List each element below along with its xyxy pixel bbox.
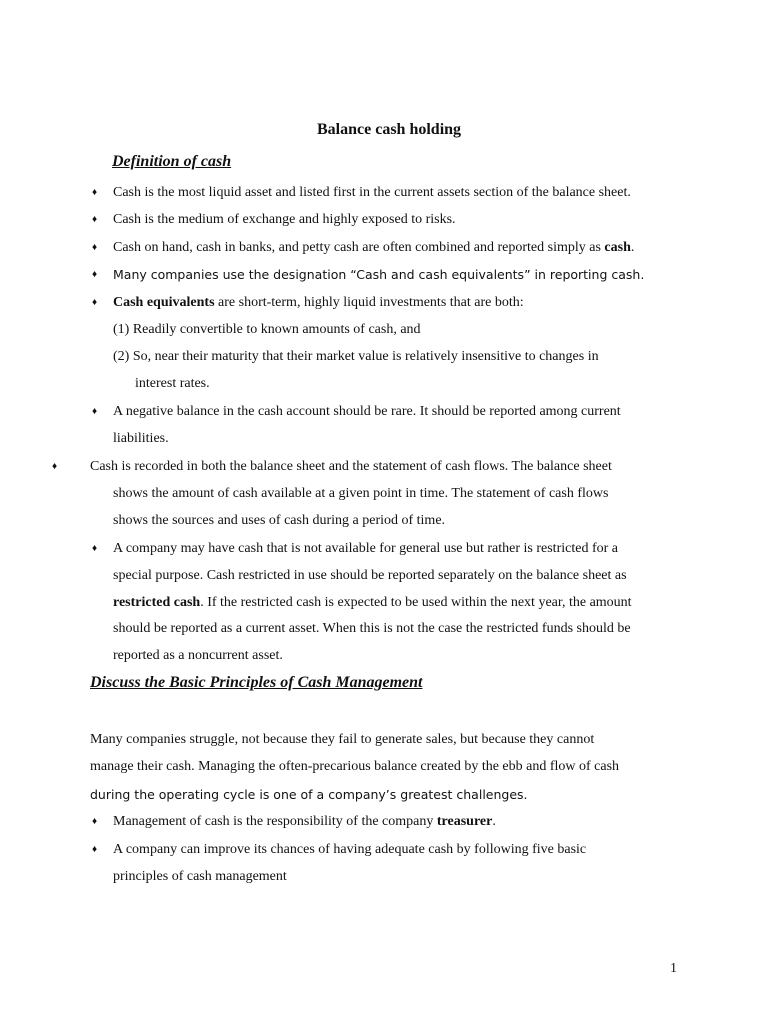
- list-item: [113, 294, 524, 312]
- list-item-continuation: principles of cash management: [113, 869, 287, 884]
- list-item: Cash is recorded in both the balance sheet and the statement of cash flows. The balance sheet: [90, 459, 612, 474]
- list-item: Cash is the medium of exchange and highly exposed to risks.: [113, 212, 456, 227]
- sub-item: (2) So, near their maturity that their market value is relatively insensitive to changes in: [113, 349, 599, 364]
- punctuation: .: [630, 240, 635, 255]
- list-item-text: . If the restricted cash is expected to be used within the next year, the amount: [200, 595, 632, 610]
- document-title: Balance cash holding: [317, 121, 462, 138]
- list-item-text: Cash on hand, cash in banks, and petty cash are often combined and reported simply as: [113, 240, 605, 255]
- list-item: A company can improve its chances of having adequate cash by following five basic: [113, 842, 587, 857]
- bullet-icon: ♦: [92, 543, 98, 554]
- bullet-icon: ♦: [92, 187, 98, 198]
- sub-item-continuation: interest rates.: [135, 376, 210, 391]
- paragraph-line: manage their cash. Managing the often-precarious balance created by the ebb and flow of cash: [90, 759, 620, 774]
- bullet-icon: ♦: [92, 844, 98, 855]
- bold-term: treasurer: [436, 814, 493, 829]
- list-item: A negative balance in the cash account should be rare. It should be reported among current: [113, 404, 621, 419]
- list-item-continuation: shows the amount of cash available at a given point in time. The statement of cash flows: [113, 486, 609, 501]
- bullet-icon: ♦: [92, 816, 98, 827]
- sub-item: (1) Readily convertible to known amounts of cash, and: [113, 322, 421, 337]
- section-heading-principles: Discuss the Basic Principles of Cash Management: [90, 674, 423, 691]
- list-item-continuation: [113, 594, 632, 612]
- bullet-icon: ♦: [92, 214, 98, 225]
- list-item-continuation: special purpose. Cash restricted in use should be reported separately on the balance sheet as: [113, 568, 627, 583]
- paragraph-line: Many companies struggle, not because they fail to generate sales, but because they cannot: [90, 732, 595, 747]
- bullet-icon: ♦: [92, 297, 98, 308]
- list-item: [113, 239, 634, 257]
- list-item-text: are short-term, highly liquid investments that are both:: [214, 295, 524, 310]
- list-item: Many companies use the designation “Cash and cash equivalents” in reporting cash.: [113, 267, 645, 282]
- bold-term: restricted cash: [113, 595, 201, 610]
- punctuation: .: [492, 814, 496, 829]
- list-item: Cash is the most liquid asset and listed first in the current assets section of the balance sheet.: [113, 185, 631, 200]
- list-item-continuation: shows the sources and uses of cash during a period of time.: [113, 513, 446, 528]
- bold-term: cash: [604, 240, 631, 255]
- bold-term: Cash equivalents: [113, 295, 215, 310]
- paragraph-line: during the operating cycle is one of a company’s greatest challenges.: [90, 787, 528, 802]
- list-item-continuation: should be reported as a current asset. When this is not the case the restricted funds should be: [113, 621, 631, 636]
- list-item-continuation: reported as a noncurrent asset.: [113, 648, 283, 663]
- bullet-icon: ♦: [92, 242, 98, 253]
- list-item: A company may have cash that is not available for general use but rather is restricted for a: [113, 541, 618, 556]
- bullet-icon: ♦: [92, 269, 98, 280]
- list-item-continuation: liabilities.: [113, 431, 169, 446]
- section-heading-definition: Definition of cash: [112, 153, 232, 170]
- bullet-icon: ♦: [52, 461, 58, 472]
- list-item: [113, 813, 496, 831]
- list-item-text: Management of cash is the responsibility of the company: [113, 814, 437, 829]
- bullet-icon: ♦: [92, 406, 98, 417]
- page-number: 1: [670, 961, 677, 976]
